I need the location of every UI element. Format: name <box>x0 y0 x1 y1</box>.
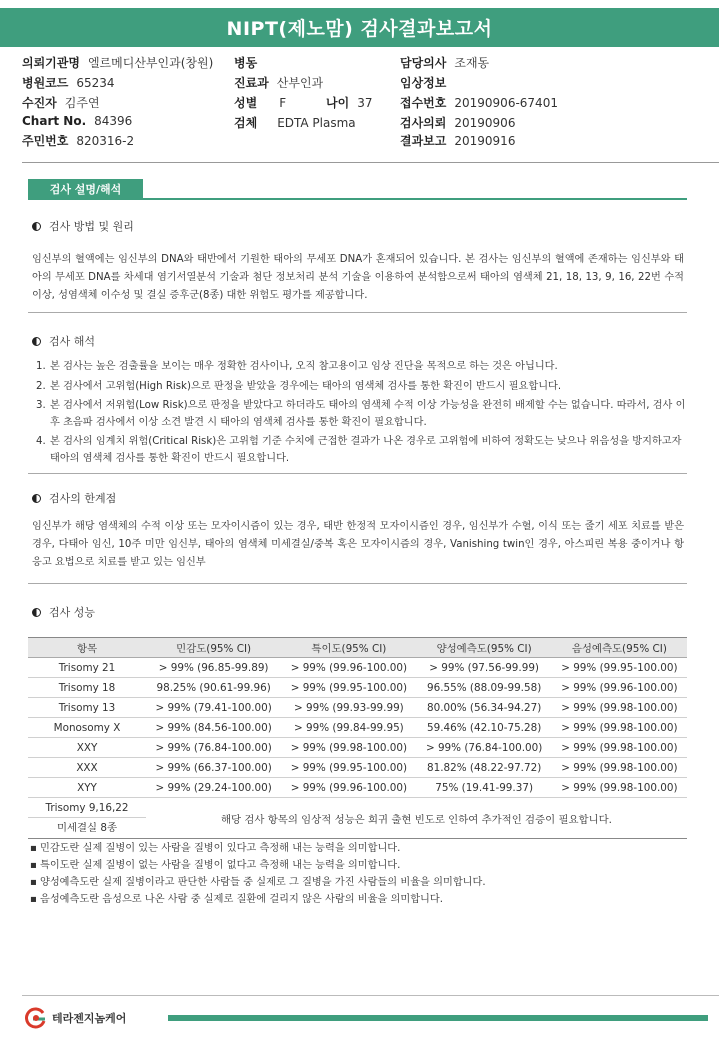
department-field <box>234 74 323 91</box>
specimen-field <box>234 114 356 131</box>
item-text: 본 검사의 임계치 위험(Critical Risk)은 고위험 기준 수치에 근접한 결과가 나온 경우로 고위험에 비하여 정확도는 낮으나 위음성을 방지하고자 태아의 염색체 검사를 통한 확진이 반드시 필요합니다. <box>50 436 682 464</box>
request-value: 20190906 <box>454 116 516 130</box>
table-cell: 75% (19.41-99.37) <box>417 778 552 798</box>
item-number: 1. <box>36 361 46 372</box>
code-label: 병원코드 <box>22 76 69 90</box>
table-cell: > 99% (99.96-100.00) <box>552 678 687 698</box>
report-value: 20190916 <box>454 134 516 148</box>
item-text: 본 검사는 높은 검출률을 보이는 매우 정확한 검사이나, 오직 참고용이고 임상 진단을 목적으로 하는 것은 아닙니다. <box>50 361 558 372</box>
header-divider <box>22 162 719 163</box>
age-value: 37 <box>357 96 373 110</box>
table-cell: > 99% (99.95-100.00) <box>281 678 416 698</box>
half-circle-icon <box>32 608 41 617</box>
table-row <box>28 658 687 678</box>
note-text: 특이도란 실제 질병이 없는 사람을 질병이 없다고 측정해 내는 능력을 의미합니다. <box>40 860 401 871</box>
age-field <box>326 94 372 111</box>
table-cell: > 99% (99.96-100.00) <box>281 658 416 678</box>
request-date-field <box>400 114 515 131</box>
divider <box>28 473 687 474</box>
accession-field <box>400 94 558 111</box>
ward-label: 병동 <box>234 56 258 70</box>
footer-accent-bar <box>168 1015 708 1021</box>
table-cell: > 99% (99.93-99.99) <box>281 698 416 718</box>
table-cell: > 99% (97.56-99.99) <box>417 658 552 678</box>
section-underline <box>28 198 687 200</box>
table-cell: > 99% (29.24-100.00) <box>146 778 281 798</box>
list-item <box>30 857 486 874</box>
extra-item-microdeletion: 미세결실 8종 <box>56 822 118 834</box>
accession-label: 접수번호 <box>400 96 447 110</box>
table-row <box>28 758 687 778</box>
extra-item-trisomy: Trisomy 9,16,22 <box>28 798 146 818</box>
square-bullet: ▪ <box>30 843 37 854</box>
column-header: 민감도(95% CI) <box>146 638 281 658</box>
item-number: 2. <box>36 380 46 392</box>
table-cell: > 99% (76.84-100.00) <box>417 738 552 758</box>
limitations-heading <box>32 490 116 506</box>
patient-value: 김주연 <box>64 96 100 110</box>
table-cell <box>28 798 146 839</box>
note-text: 양성예측도란 실제 질병이라고 판단한 사람들 중 실제로 그 질병을 가진 사람들의 비율을 의미합니다. <box>40 877 486 888</box>
table-cell: Trisomy 18 <box>28 678 146 698</box>
item-text: 본 검사에서 저위험(Low Risk)으로 판정을 받았다고 하더라도 태아의 염색체 수적 이상 가능성을 완전히 배제할 수는 없습니다. 따라서, 검사 이후 초음파 검사에서 이상 소견 발견 시 태아의 염색체 검사를 통한 확진이 필요합니다. <box>50 400 686 428</box>
item-number: 4. <box>36 436 46 447</box>
table-row <box>28 678 687 698</box>
table-row <box>28 778 687 798</box>
clinical-label: 임상정보 <box>400 76 447 90</box>
request-label: 검사의뢰 <box>400 116 447 130</box>
item-number: 3. <box>36 400 46 411</box>
item-text: 본 검사에서 고위험(High Risk)으로 판정을 받았을 경우에는 태아의 염색체 검사를 통한 확진이 반드시 필요합니다. <box>50 380 562 392</box>
patient-field <box>22 94 100 111</box>
doctor-field <box>400 54 489 71</box>
method-heading-text: 검사 방법 및 원리 <box>49 220 134 233</box>
table-cell: 81.82% (48.22-97.72) <box>417 758 552 778</box>
performance-table <box>28 637 687 839</box>
patient-label: 수진자 <box>22 96 57 110</box>
table-header-row <box>28 638 687 658</box>
logo-text: 테라젠지놈케어 <box>52 1012 127 1025</box>
divider <box>28 312 687 313</box>
table-cell: > 99% (99.98-100.00) <box>281 738 416 758</box>
table-cell: > 99% (66.37-100.00) <box>146 758 281 778</box>
list-item <box>36 434 686 467</box>
list-item <box>36 379 686 396</box>
performance-heading-text: 검사 성능 <box>49 606 96 619</box>
table-cell: 96.55% (88.09-99.58) <box>417 678 552 698</box>
age-label: 나이 <box>326 96 350 110</box>
column-header: 항목 <box>28 638 146 658</box>
company-logo <box>24 1007 126 1029</box>
performance-heading <box>32 604 95 620</box>
table-cell: > 99% (79.41-100.00) <box>146 698 281 718</box>
note-text: 민감도란 실제 질병이 있는 사람을 질병이 있다고 측정해 내는 능력을 의미합니다. <box>40 843 401 854</box>
hospital-field <box>22 54 213 71</box>
table-cell: Trisomy 13 <box>28 698 146 718</box>
g-logo-icon <box>24 1007 48 1029</box>
table-cell: 59.46% (42.10-75.28) <box>417 718 552 738</box>
table-row <box>28 718 687 738</box>
sex-field <box>234 94 286 111</box>
table-cell: > 99% (99.98-100.00) <box>552 738 687 758</box>
column-header: 양성예측도(95% CI) <box>417 638 552 658</box>
clinical-info-field <box>400 74 454 91</box>
column-header: 음성예측도(95% CI) <box>552 638 687 658</box>
table-cell: > 99% (84.56-100.00) <box>146 718 281 738</box>
table-cell: > 99% (99.84-99.95) <box>281 718 416 738</box>
half-circle-icon <box>32 337 41 346</box>
list-item <box>36 359 686 376</box>
hospital-label: 의뢰기관명 <box>22 56 80 70</box>
table-cell: > 99% (99.96-100.00) <box>281 778 416 798</box>
table-cell: Monosomy X <box>28 718 146 738</box>
half-circle-icon <box>32 494 41 503</box>
square-bullet: ▪ <box>30 860 37 871</box>
square-bullet: ▪ <box>30 894 37 905</box>
table-cell: 80.00% (56.34-94.27) <box>417 698 552 718</box>
table-cell: > 99% (96.85-99.89) <box>146 658 281 678</box>
rrn-label: 주민번호 <box>22 134 69 148</box>
table-cell: Trisomy 21 <box>28 658 146 678</box>
definitions-notes <box>30 840 486 908</box>
table-row <box>28 738 687 758</box>
extra-note-cell: 해당 검사 항목의 임상적 성능은 희귀 출현 빈도로 인하여 추가적인 검증이 필요합니다. <box>146 798 687 839</box>
footer-fine-print <box>395 1026 705 1036</box>
interpretation-heading <box>32 333 95 349</box>
divider <box>28 583 687 584</box>
hospital-value: 엘르메디산부인과(창원) <box>87 56 214 70</box>
list-item <box>30 874 486 891</box>
patient-info-block <box>22 54 702 154</box>
report-label: 결과보고 <box>400 134 447 148</box>
doctor-value: 조재동 <box>454 56 490 70</box>
limitations-paragraph: 임신부가 해당 염색체의 수적 이상 또는 모자이시즘이 있는 경우, 태반 한정적 모자이시즘인 경우, 임신부가 수혈, 이식 또는 줄기 세포 치료를 받은 경우, 다태아 임신, 10주 미만 임신부, 태아의 염색체 미세결실/중복 혹은 모자이시즘의 경우, Vanishing twin인 경우, 아스피린 복용 중이거나 항 응고 요법으로 치료를 받고 있는 임신부 <box>32 521 684 568</box>
dept-label: 진료과 <box>234 76 269 90</box>
table-cell: > 99% (99.95-100.00) <box>281 758 416 778</box>
report-title: NIPT(제노맘) 검사결과보고서 <box>0 8 719 47</box>
section-tab: 검사 설명/해석 <box>28 179 143 198</box>
table-cell: XXY <box>28 738 146 758</box>
method-heading <box>32 218 134 234</box>
table-cell: 98.25% (90.61-99.96) <box>146 678 281 698</box>
accession-value: 20190906-67401 <box>454 96 558 110</box>
sex-value: F <box>279 96 287 110</box>
rrn-value: 820316-2 <box>76 134 135 148</box>
table-row <box>28 698 687 718</box>
limitations-heading-text: 검사의 한계점 <box>49 492 117 505</box>
table-cell: > 99% (99.98-100.00) <box>552 758 687 778</box>
square-bullet: ▪ <box>30 877 37 888</box>
list-item <box>30 840 486 857</box>
chart-value: 84396 <box>94 114 133 128</box>
ward-field <box>234 54 265 71</box>
chart-no-field <box>22 114 132 128</box>
table-cell: > 99% (99.98-100.00) <box>552 698 687 718</box>
report-date-field <box>400 132 515 149</box>
half-circle-icon <box>32 222 41 231</box>
table-cell: > 99% (99.98-100.00) <box>552 778 687 798</box>
table-cell: > 99% (99.98-100.00) <box>552 718 687 738</box>
table-cell: > 99% (99.95-100.00) <box>552 658 687 678</box>
specimen-label: 검체 <box>234 116 258 130</box>
method-paragraph: 임신부의 혈액에는 임신부의 DNA와 태반에서 기원한 태아의 무세포 DNA가 혼재되어 있습니다. 본 검사는 임신부의 혈액에 존재하는 임신부와 태아의 무세포 DNA를 차세대 염기서열분석 기술과 첨단 정보처리 분석 기술을 이용하여 분석함으로써 태아의 염색체 21, 18, 13, 9, 16, 22번 수적 이상, 성염색체 이수성 및 결실 증후군(8종) 대한 위험도 평가를 제공합니다. <box>32 254 684 301</box>
table-cell: XYY <box>28 778 146 798</box>
list-item <box>30 891 486 908</box>
code-value: 65234 <box>76 76 115 90</box>
table-cell: > 99% (76.84-100.00) <box>146 738 281 758</box>
list-item <box>36 398 686 431</box>
interpretation-heading-text: 검사 해석 <box>49 335 96 348</box>
doctor-label: 담당의사 <box>400 56 447 70</box>
note-text: 음성예측도란 음성으로 나온 사람 중 실제로 질환에 걸리지 않은 사람의 비율을 의미합니다. <box>40 894 443 905</box>
interpretation-list <box>36 359 686 470</box>
chart-label: Chart No. <box>22 114 87 128</box>
rrn-field <box>22 132 134 149</box>
column-header: 특이도(95% CI) <box>281 638 416 658</box>
dept-value: 산부인과 <box>276 76 324 90</box>
table-cell: XXX <box>28 758 146 778</box>
sex-label: 성별 <box>234 96 258 110</box>
hospital-code-field <box>22 74 115 91</box>
footer-divider <box>22 995 719 996</box>
table-row <box>28 798 687 839</box>
specimen-value: EDTA Plasma <box>277 116 356 130</box>
